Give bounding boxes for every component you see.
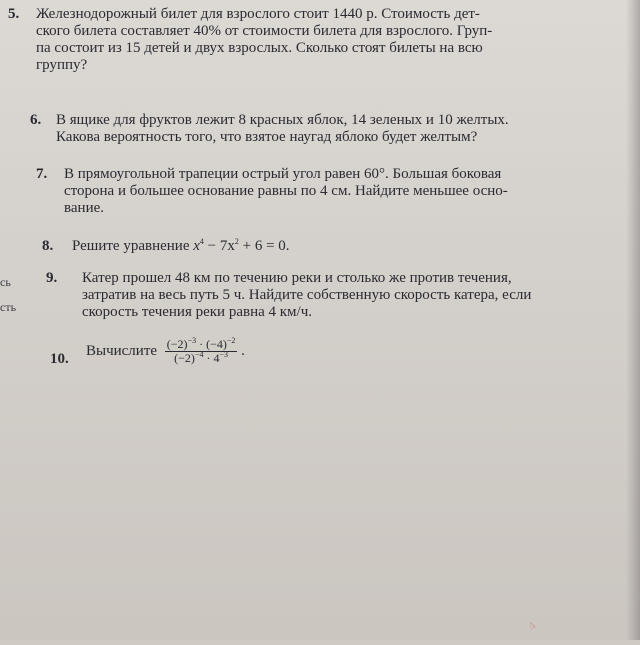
fraction-denominator: $(-2)^{-4} \cdot 4^{-3}$ [174,350,228,365]
equation-line: Решите уравнение $x^4 - 7x^2 + 6 = 0$. [72,237,290,254]
problem-number: 9. [46,270,58,286]
problem-line: затратив на весь путь 5 ч. Найдите собственную скорость катера, если [82,287,532,303]
problem-number: 8. [42,238,54,254]
problem-line: группу? [36,57,88,73]
problem-number: 10. [50,351,69,367]
problem-line: Катер прошел 48 км по течению реки и столько же против течения, [82,270,512,286]
left-margin-fragment: сть [0,300,17,314]
page-edge-shadow [626,0,640,640]
fraction [165,338,238,365]
problem-line: В прямоугольной трапеции острый угол равен 60°. Большая боковая [64,166,502,182]
problem-line: ского билета составляет 40% от стоимости билета для взрослого. Груп- [36,23,493,39]
problem-line: скорость течения реки равна 4 км/ч. [82,304,312,320]
problem-line: В ящике для фруктов лежит 8 красных яблок, 14 зеленых и 10 желтых. [56,112,509,128]
problem-line: сторона и большее основание равны по 4 см. Найдите меньшее осно- [64,183,508,199]
problem-line: Железнодорожный билет для взрослого стоит 1440 р. Стоимость дет- [36,6,480,22]
corner-stamp: 4 [525,618,539,634]
problem-number: 7. [36,166,48,182]
left-margin-fragment: сь [0,275,11,289]
fraction-numerator: $(-2)^{-3} \cdot (-4)^{-2}$ [166,336,236,351]
problem-line: Какова вероятность того, что взятое наугад яблоко будет желтым? [56,129,478,145]
problem-line: па состоит из 15 детей и двух взрослых. Сколько стоят билеты на всю [36,40,483,56]
problem-prefix: Решите уравнение [72,238,190,254]
problem-prefix: Вычислите [86,343,158,359]
problem-number: 5. [8,6,20,22]
problem-line: вание. [64,200,105,216]
problem-10: 10. Вычислите $\frac{(-2)^{-3} \cdot (-4)^{-2}}{(-2)^{-4} \cdot 4^{-3}}$ . [50,336,245,367]
problem-number: 6. [30,112,42,128]
